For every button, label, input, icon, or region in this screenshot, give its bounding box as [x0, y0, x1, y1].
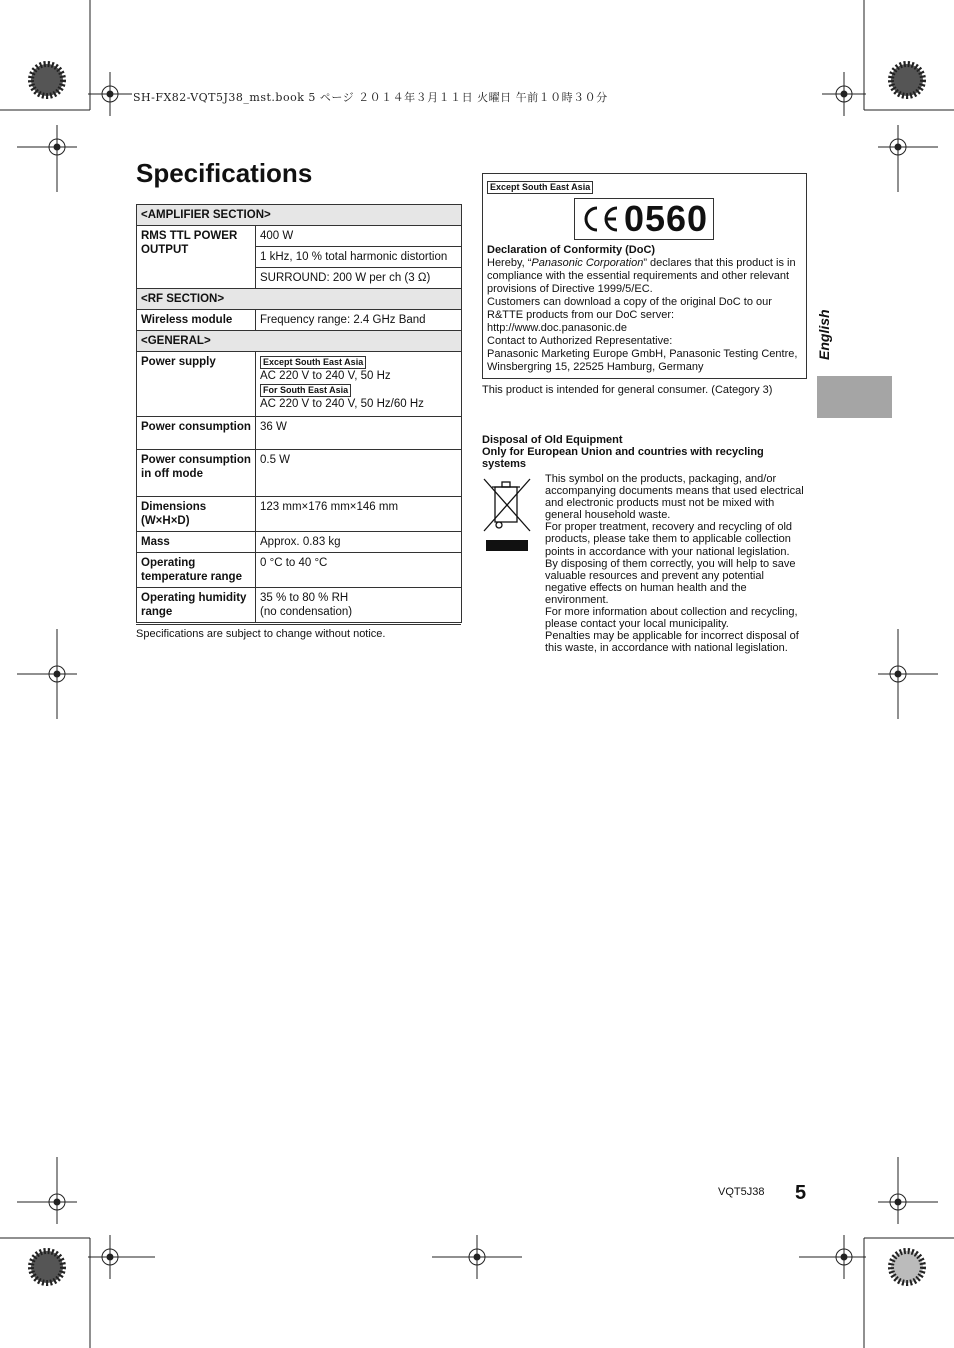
spec-row-label: Power consumption	[137, 417, 256, 450]
wireless-module-value: Frequency range: 2.4 GHz Band	[256, 310, 462, 331]
ce-mark-icon	[574, 198, 714, 240]
humidity-value: 35 % to 80 % RH	[260, 592, 349, 604]
disposal-bar	[486, 540, 528, 551]
model-number: VQT5J38	[718, 1186, 765, 1198]
power-supply-label: Power supply	[137, 352, 256, 417]
language-tab	[817, 376, 892, 418]
spec-row-label: Power consumption in off mode	[137, 450, 256, 497]
disposal-paragraph: For proper treatment, recovery and recycling of old products, please take them to applicable collection points in accordance with your national legislation.	[545, 521, 793, 558]
consumer-category-note: This product is intended for general consumer. (Category 3)	[482, 384, 773, 396]
general-section-heading: <GENERAL>	[137, 331, 462, 352]
wireless-module-label: Wireless module	[137, 310, 256, 331]
page-number: 5	[795, 1182, 807, 1204]
doc-region-tag: Except South East Asia	[487, 181, 593, 194]
spec-row-value: Approx. 0.83 kg	[256, 532, 462, 553]
spec-change-note: Specifications are subject to change without notice.	[136, 628, 386, 640]
doc-paragraph: Customers can download a copy of the original DoC to our R&TTE products from our DoC server:	[487, 296, 772, 321]
specifications-table	[136, 204, 462, 623]
language-label: English	[816, 309, 832, 360]
rms-output-label: RMS TTL POWER OUTPUT	[137, 226, 256, 289]
rf-section-heading: <RF SECTION>	[137, 289, 462, 310]
disposal-paragraph: By disposing of them correctly, you will help to save valuable resources and prevent any potential negative effects on human health and the environment.	[545, 557, 796, 606]
spec-row-value: 36 W	[256, 417, 462, 450]
company-name: Panasonic Corporation	[531, 257, 644, 269]
disposal-paragraph: For more information about collection and recycling, please contact your local municipality.	[545, 606, 798, 631]
disposal-paragraph: Penalties may be applicable for incorrect disposal of this waste, in accordance with national legislation.	[545, 630, 799, 655]
disposal-subtitle: Only for European Union and countries with recycling systems	[482, 446, 764, 470]
doc-paragraph: Panasonic Marketing Europe GmbH, Panasonic Testing Centre, Winsbergring 15, 22525 Hamburg, Germany	[487, 348, 798, 373]
divider	[136, 624, 461, 625]
ce-logo-icon	[580, 204, 620, 234]
power-supply-sea: AC 220 V to 240 V, 50 Hz/60 Hz	[260, 398, 424, 410]
rms-output-value: 400 W	[256, 226, 462, 247]
spec-row-value	[256, 588, 462, 623]
doc-paragraph: Hereby, “Panasonic Corporation” declares that this product is in compliance with the essential requirements and other relevant provisions of Directive 1999/5/EC.	[487, 257, 796, 295]
doc-url: http://www.doc.panasonic.de	[487, 322, 628, 334]
ce-number: 0560	[623, 198, 709, 239]
doc-heading: Declaration of Conformity (DoC)	[487, 244, 656, 256]
disposal-title: Disposal of Old Equipment	[482, 434, 623, 446]
book-header-line: SH-FX82-VQT5J38_mst.book 5 ページ ２０１４年３月１１日 火曜日 午前１０時３０分	[133, 91, 608, 104]
doc-text	[487, 244, 802, 374]
spec-row-label: Mass	[137, 532, 256, 553]
rms-surround-value: SURROUND: 200 W per ch (3 Ω)	[256, 268, 462, 289]
region-tag: Except South East Asia	[260, 356, 366, 369]
power-supply-value	[256, 352, 462, 417]
spec-row-label: Dimensions (W×H×D)	[137, 497, 256, 532]
humidity-note: (no condensation)	[260, 606, 353, 618]
page-title: Specifications	[136, 158, 313, 188]
disposal-paragraph: This symbol on the products, packaging, and/or accompanying documents means that used electrical and electronic products must not be mixed with general household waste.	[545, 473, 804, 522]
spec-row-value: 0 °C to 40 °C	[256, 553, 462, 588]
disposal-heading	[482, 434, 802, 470]
amplifier-section-heading: <AMPLIFIER SECTION>	[137, 205, 462, 226]
spec-row-value: 0.5 W	[256, 450, 462, 497]
spec-row-label: Operating temperature range	[137, 553, 256, 588]
spec-row-value: 123 mm×176 mm×146 mm	[256, 497, 462, 532]
disposal-body	[545, 473, 807, 654]
doc-paragraph: Contact to Authorized Representative:	[487, 335, 673, 347]
spec-row-label: Operating humidity range	[137, 588, 256, 623]
power-supply-eu: AC 220 V to 240 V, 50 Hz	[260, 370, 391, 382]
rms-distortion-value: 1 kHz, 10 % total harmonic distortion	[256, 247, 462, 268]
region-tag: For South East Asia	[260, 384, 351, 397]
crossed-out-bin-icon	[482, 477, 532, 533]
